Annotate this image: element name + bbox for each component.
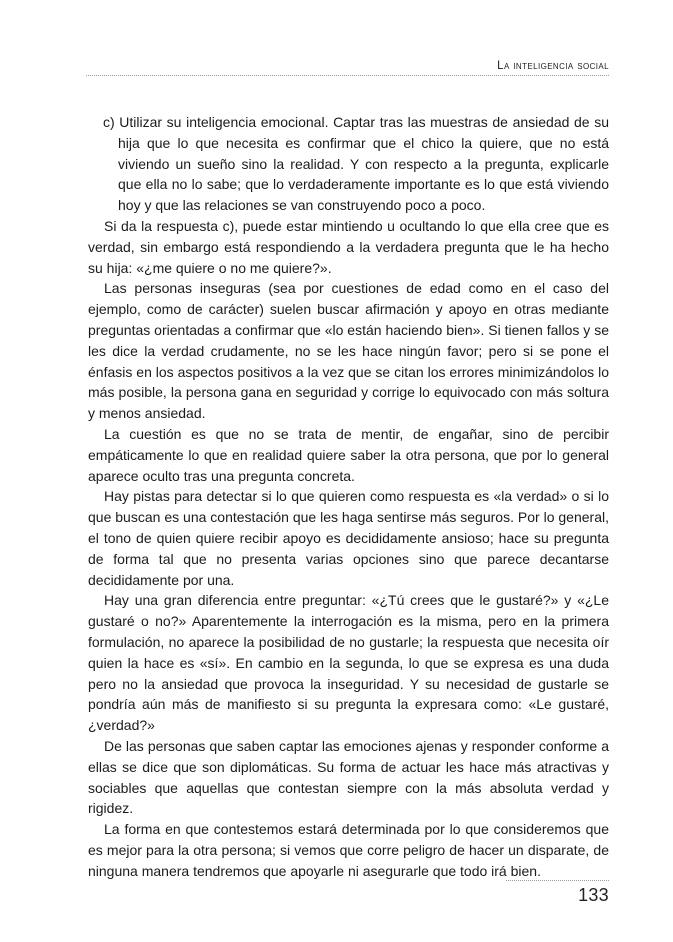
paragraph: Las personas inseguras (sea por cuestiones de edad como en el caso del ejemplo, como de carácter) suelen buscar afirmación y apoyo en otras mediante preguntas orientadas a confirmar que «lo están haciendo bien». Si tienen fallos y se les dice la verdad crudamente, no se les hace ningún favor; pero si se pone el énfasis en los aspectos positivos a la vez que se citan los errores minimizándolos lo más posible, la persona gana en seguridad y corrige lo equivocado con más soltura y menos ansiedad. [88, 280, 609, 422]
header-dotted-rule [86, 75, 609, 76]
page-footer [506, 880, 609, 906]
paragraph: Hay pistas para detectar si lo que quieren como respuesta es «la verdad» o si lo que buscan es una contestación que les haga sentirse más seguros. Por lo general, el tono de quien quiere recibir apoyo es decididamente ansioso; hace su pregunta de forma tal que no presenta varias opciones sino que parece decantarse decididamente por una. [88, 488, 609, 588]
page-header [86, 60, 609, 76]
paragraph: Hay una gran diferencia entre preguntar: «¿Tú crees que le gustaré?» y «¿Le gustaré o no?» Aparentemente la interrogación es la misma, pero en la primera formulación, no aparece la posibilidad de no gustarle; la respuesta que necesita oír quien la hace es «sí». En cambio en la segunda, lo que se expresa es una duda pero no la ansiedad que provoca la inseguridad. Y su necesidad de gustarle se pondría aún más de manifiesto si su pregunta la expresara como: «Le gustaré, ¿verdad?» [88, 592, 609, 734]
paragraph: La cuestión es que no se trata de mentir, de engañar, sino de percibir empáticamente lo que en realidad quiere saber la otra persona, que por lo general aparece oculto tras una pregunta concreta. [88, 425, 609, 484]
list-item-c: c) Utilizar su inteligencia emocional. Captar tras las muestras de ansiedad de su hija que lo que necesita es confirmar que el chico la quiere, que no está viviendo un sueño sino la realidad. Y con respecto a la pregunta, explicarle que ella no lo sabe; que lo verdaderamente importante es lo que está viviendo hoy y que las relaciones se van construyendo poco a poco. [103, 114, 609, 214]
paragraph: De las personas que saben captar las emociones ajenas y responder conforme a ellas se dice que son diplomáticas. Su forma de actuar les hace más atractivas y sociables que aquellas que contestan siempre con la más absoluta verdad y rigidez. [88, 737, 609, 817]
page-number: 133 [578, 885, 609, 905]
running-title: La inteligencia social [497, 60, 609, 72]
footer-dotted-rule [506, 880, 609, 881]
paragraph: La forma en que contestemos estará determinada por lo que consideremos que es mejor para la otra persona; si vemos que corre peligro de hacer un disparate, de ninguna manera tendremos que apoyarle ni asegurarle que todo irá bien. [88, 821, 609, 879]
paragraph: Si da la respuesta c), puede estar mintiendo u ocultando lo que ella cree que es verdad, sin embargo está respondiendo a la verdadera pregunta que le ha hecho su hija: «¿me quiere o no me quiere?». [88, 217, 609, 276]
body-text [88, 112, 609, 881]
